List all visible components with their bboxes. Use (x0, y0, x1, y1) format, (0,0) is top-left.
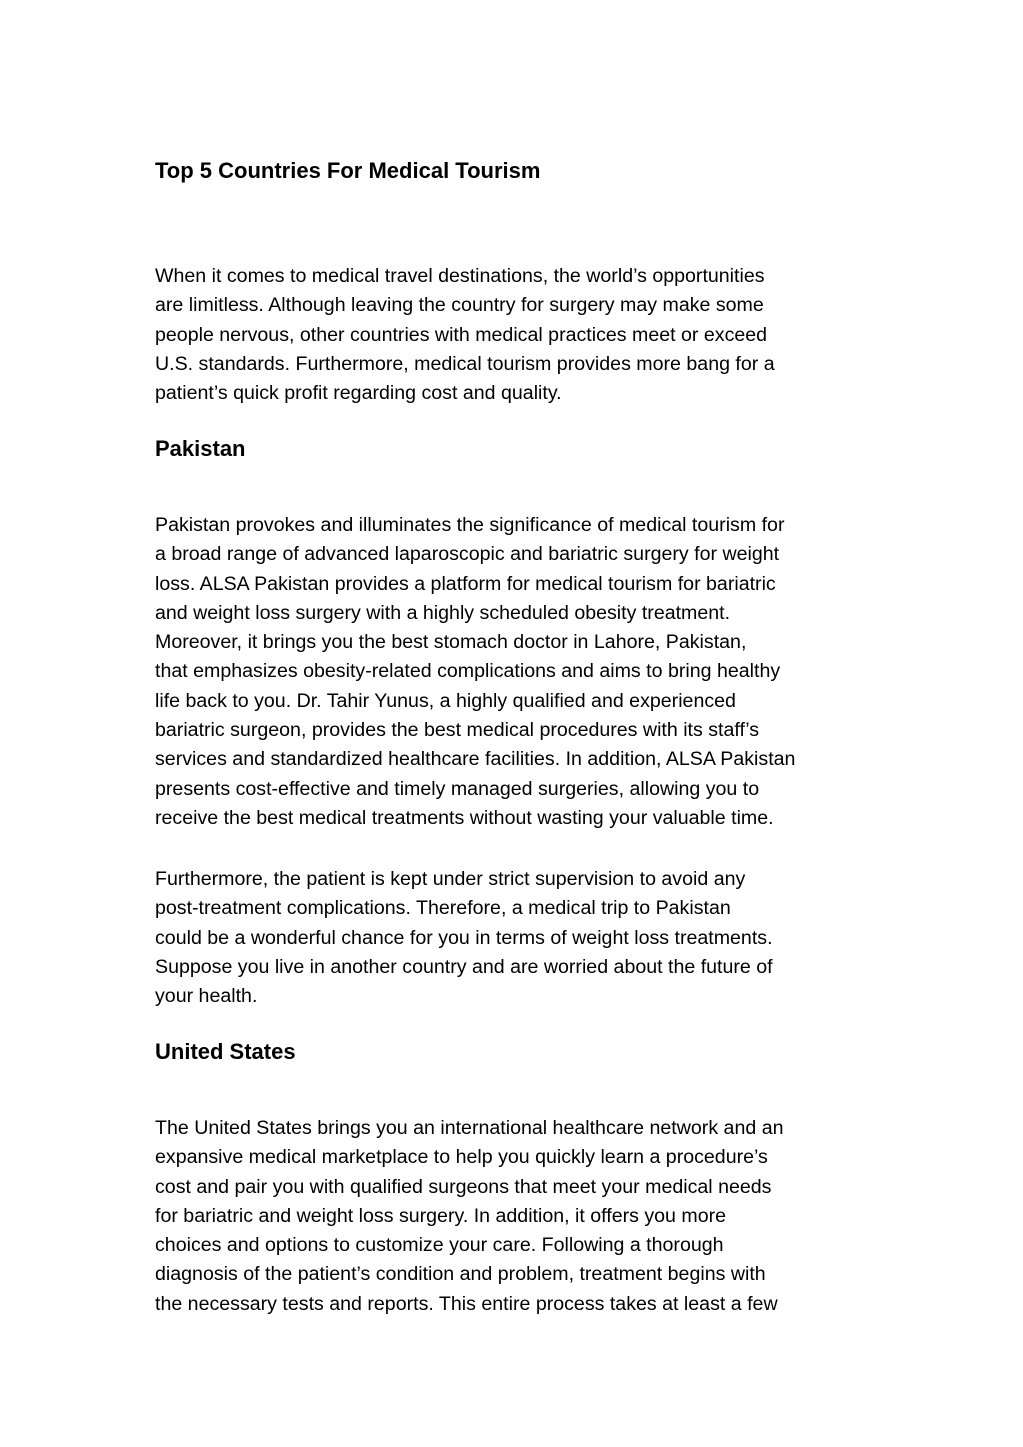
section-heading-united-states: United States (155, 1039, 296, 1064)
section-heading-pakistan: Pakistan (155, 436, 246, 461)
text-line: presents cost-effective and timely managed surgeries, allowing you to (155, 777, 760, 800)
text-line: Moreover, it brings you the best stomach doctor in Lahore, Pakistan, (155, 631, 747, 654)
text-line: Pakistan provokes and illuminates the significance of medical tourism for (155, 514, 785, 536)
text-line: expansive medical marketplace to help you quickly learn a procedure’s (155, 1146, 768, 1169)
text-line: are limitless. Although leaving the country for surgery may make some (155, 294, 764, 317)
intro-paragraph (155, 262, 875, 408)
united-states-paragraph-1 (155, 1114, 875, 1319)
text-line: Furthermore, the patient is kept under strict supervision to avoid any (155, 868, 746, 890)
text-line: the necessary tests and reports. This entire process takes at least a few (155, 1292, 778, 1315)
text-line: services and standardized healthcare facilities. In addition, ALSA Pakistan (155, 748, 796, 771)
text-line: could be a wonderful chance for you in terms of weight loss treatments. (155, 926, 773, 949)
text-line: loss. ALSA Pakistan provides a platform for medical tourism for bariatric (155, 572, 776, 595)
text-line: post-treatment complications. Therefore, a medical trip to Pakistan (155, 897, 731, 920)
text-line: patient’s quick profit regarding cost and quality. (155, 382, 562, 405)
text-line: Suppose you live in another country and are worried about the future of (155, 955, 773, 978)
text-line: bariatric surgeon, provides the best medical procedures with its staff’s (155, 719, 760, 742)
text-line: for bariatric and weight loss surgery. In addition, it offers you more (155, 1204, 727, 1227)
text-line: life back to you. Dr. Tahir Yunus, a highly qualified and experienced (155, 689, 736, 712)
text-line: your health. (155, 985, 258, 1008)
text-line: cost and pair you with qualified surgeons that meet your medical needs (155, 1175, 772, 1198)
text-line: choices and options to customize your care. Following a thorough (155, 1234, 724, 1257)
document-title: Top 5 Countries For Medical Tourism (155, 158, 541, 183)
pakistan-paragraph-2 (155, 865, 875, 1011)
text-line: U.S. standards. Furthermore, medical tourism provides more bang for a (155, 352, 775, 375)
text-line: that emphasizes obesity-related complications and aims to bring healthy (155, 660, 781, 683)
text-line: When it comes to medical travel destinations, the world’s opportunities (155, 265, 765, 287)
text-line: diagnosis of the patient’s condition and problem, treatment begins with (155, 1263, 766, 1286)
text-line: people nervous, other countries with medical practices meet or exceed (155, 323, 768, 346)
text-line: receive the best medical treatments without wasting your valuable time. (155, 806, 774, 829)
text-line: The United States brings you an international healthcare network and an (155, 1117, 784, 1139)
text-line: and weight loss surgery with a highly scheduled obesity treatment. (155, 601, 731, 624)
text-line: a broad range of advanced laparoscopic and bariatric surgery for weight (155, 543, 780, 566)
pakistan-paragraph-1 (155, 511, 875, 833)
